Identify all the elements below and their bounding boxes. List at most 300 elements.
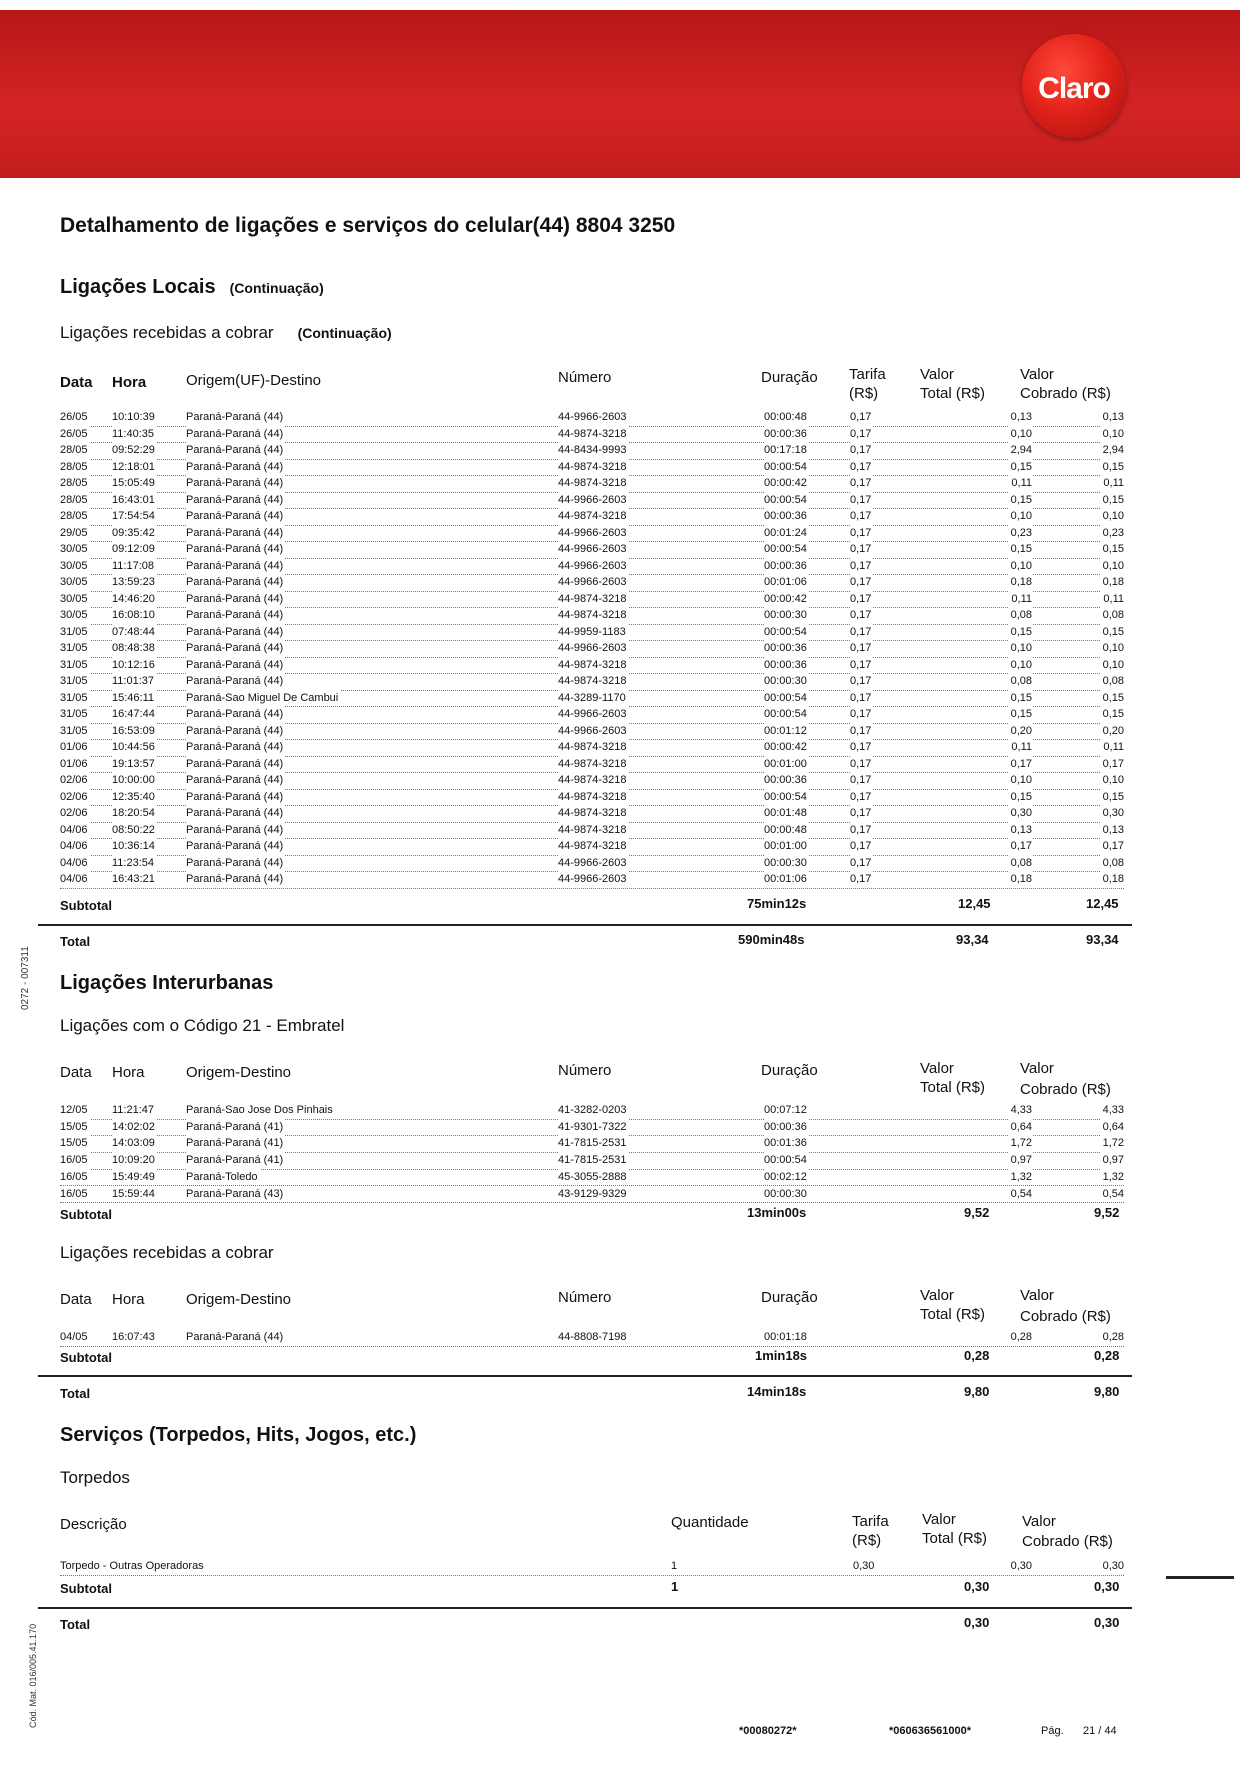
section-title-locais (60, 276, 324, 299)
cell-origem: Paraná-Paraná (44) (186, 822, 285, 839)
cell-duracao: 00:00:30 (764, 607, 809, 624)
cell-numero: 44-9874-3218 (558, 838, 629, 855)
cell-data: 02/06 (60, 789, 90, 806)
cell-cobrado: 0,30 (1101, 1558, 1124, 1575)
table-row (60, 1186, 1124, 1204)
table-row (60, 706, 1124, 724)
cell-data: 31/05 (60, 624, 90, 641)
cell-total: 0,18 (1009, 574, 1032, 591)
cell-origem: Paraná-Paraná (44) (186, 475, 285, 492)
cell-origem: Paraná-Paraná (44) (186, 624, 285, 641)
cell-cobrado: 0,08 (1101, 607, 1124, 624)
servicos-total-label: Total (60, 1617, 91, 1632)
cell-data: 30/05 (60, 574, 90, 591)
servicos-total-total: 0,30 (964, 1615, 990, 1630)
col-hora: Hora (112, 374, 147, 391)
cell-duracao: 00:00:54 (764, 459, 809, 476)
cell-hora: 15:05:49 (112, 475, 157, 492)
cell-total: 1,72 (1009, 1135, 1032, 1152)
cell-duracao: 00:00:54 (764, 541, 809, 558)
cell-numero: 44-9966-2603 (558, 492, 629, 509)
col-total: Valor (922, 1511, 956, 1528)
table-row (60, 508, 1124, 526)
cell-cobrado: 1,32 (1101, 1169, 1124, 1186)
cell-tarifa: 0,17 (850, 657, 873, 674)
cell-data: 12/05 (60, 1102, 90, 1119)
cell-numero: 44-9874-3218 (558, 756, 629, 773)
section-title-servicos: Serviços (Torpedos, Hits, Jogos, etc.) (60, 1424, 417, 1446)
cell-origem: Paraná-Paraná (44) (186, 772, 285, 789)
col-tarifa: Tarifa (849, 366, 886, 383)
cell-cobrado: 0,10 (1101, 640, 1124, 657)
col-cobrado-unit: Cobrado (R$) (1020, 1081, 1111, 1098)
table-row (60, 871, 1124, 889)
embratel-subtotal-total: 9,52 (964, 1205, 990, 1220)
cell-hora: 15:59:44 (112, 1186, 157, 1203)
torpedos-subtotal-total: 0,30 (964, 1579, 990, 1594)
cell-total: 2,94 (1009, 442, 1032, 459)
cell-numero: 44-9966-2603 (558, 558, 629, 575)
cell-cobrado: 0,11 (1101, 475, 1124, 492)
cell-duracao: 00:00:30 (764, 673, 809, 690)
cell-numero: 44-9966-2603 (558, 855, 629, 872)
cell-numero: 44-8434-9993 (558, 442, 629, 459)
subsection-title-locais-text: Ligações recebidas a cobrar (60, 323, 274, 342)
cell-hora: 10:36:14 (112, 838, 157, 855)
table-row (60, 1329, 1124, 1347)
cell-origem: Paraná-Paraná (44) (186, 459, 285, 476)
cell-cobrado: 0,10 (1101, 772, 1124, 789)
recebidas-subtotal-total: 0,28 (964, 1348, 990, 1363)
table-row (60, 1558, 1124, 1576)
section-title-interurbanas: Ligações Interurbanas (60, 972, 274, 994)
table-row (60, 1169, 1124, 1187)
cell-tarifa: 0,17 (850, 426, 873, 443)
interurbanas-total-duracao: 14min18s (747, 1384, 807, 1399)
divider (38, 924, 1132, 926)
cell-numero: 44-9874-3218 (558, 508, 629, 525)
cell-cobrado: 1,72 (1101, 1135, 1124, 1152)
section-title-locais-text: Ligações Locais (60, 276, 216, 298)
cell-cobrado: 0,11 (1101, 739, 1124, 756)
cell-origem: Paraná-Paraná (44) (186, 756, 285, 773)
cell-hora: 17:54:54 (112, 508, 157, 525)
cell-duracao: 00:01:18 (764, 1329, 809, 1346)
col-duracao: Duração (761, 1062, 818, 1079)
col-data: Data (60, 1064, 92, 1081)
cell-numero: 41-7815-2531 (558, 1135, 629, 1152)
table-row (60, 739, 1124, 757)
col-total-unit: Total (R$) (920, 1079, 986, 1096)
cell-data: 04/06 (60, 855, 90, 872)
cell-tarifa: 0,17 (850, 442, 873, 459)
col-total-unit: Total (R$) (922, 1530, 988, 1547)
cell-duracao: 00:00:54 (764, 624, 809, 641)
cell-tarifa: 0,17 (850, 838, 873, 855)
col-cobrado: Valor (1022, 1513, 1056, 1530)
col-origem: Origem-Destino (186, 1291, 292, 1308)
col-hora: Hora (112, 1291, 145, 1308)
cell-tarifa: 0,17 (850, 772, 873, 789)
embratel-subtotal-label: Subtotal (60, 1207, 112, 1222)
cell-origem: Paraná-Paraná (44) (186, 838, 285, 855)
cell-origem: Paraná-Paraná (44) (186, 789, 285, 806)
cell-cobrado: 4,33 (1101, 1102, 1124, 1119)
cell-cobrado: 0,54 (1101, 1186, 1124, 1203)
cell-duracao: 00:00:36 (764, 657, 809, 674)
cell-data: 02/06 (60, 772, 90, 789)
cell-total: 0,15 (1009, 789, 1032, 806)
cell-numero: 41-9301-7322 (558, 1119, 629, 1136)
cell-tarifa: 0,17 (850, 789, 873, 806)
cell-total: 0,15 (1009, 624, 1032, 641)
cell-duracao: 00:01:06 (764, 871, 809, 888)
col-hora: Hora (112, 1064, 145, 1081)
cell-total: 0,28 (1009, 1329, 1032, 1346)
cell-tarifa: 0,17 (850, 706, 873, 723)
col-data: Data (60, 374, 93, 391)
table-row (60, 756, 1124, 774)
cell-origem: Paraná-Paraná (44) (186, 640, 285, 657)
cell-origem: Paraná-Paraná (44) (186, 426, 285, 443)
cell-data: 04/05 (60, 1329, 90, 1346)
cell-origem: Paraná-Paraná (44) (186, 492, 285, 509)
cell-tarifa: 0,17 (850, 409, 873, 426)
cell-duracao: 00:00:54 (764, 492, 809, 509)
cell-hora: 11:17:08 (112, 558, 156, 575)
cell-data: 15/05 (60, 1119, 90, 1136)
cell-data: 30/05 (60, 541, 90, 558)
subsection-title-recebidas: Ligações recebidas a cobrar (60, 1243, 274, 1262)
cell-numero: 44-9874-3218 (558, 789, 629, 806)
cell-data: 04/06 (60, 871, 90, 888)
cell-origem: Paraná-Paraná (44) (186, 607, 285, 624)
cell-total: 0,11 (1009, 475, 1032, 492)
table-row (60, 657, 1124, 675)
cell-numero: 41-7815-2531 (558, 1152, 629, 1169)
table-row (60, 558, 1124, 576)
cell-cobrado: 0,30 (1101, 805, 1124, 822)
locais-subtotal-duracao: 75min12s (747, 896, 807, 911)
table-row (60, 723, 1124, 741)
cell-data: 16/05 (60, 1169, 90, 1186)
col-origem: Origem(UF)-Destino (186, 372, 322, 389)
cell-cobrado: 0,10 (1101, 426, 1124, 443)
table-row (60, 525, 1124, 543)
cell-data: 16/05 (60, 1186, 90, 1203)
cell-duracao: 00:00:30 (764, 1186, 809, 1203)
cell-total: 0,64 (1009, 1119, 1032, 1136)
cell-total: 0,30 (1009, 805, 1032, 822)
footer-page-number: 21 / 44 (1083, 1725, 1117, 1737)
interurbanas-total-cobrado: 9,80 (1094, 1384, 1120, 1399)
cell-hora: 11:23:54 (112, 855, 156, 872)
cell-data: 02/06 (60, 805, 90, 822)
cell-origem: Paraná-Paraná (43) (186, 1186, 285, 1203)
cell-tarifa: 0,17 (850, 591, 873, 608)
side-code-top: 0272 - 007311 (20, 946, 31, 1010)
locais-total-cobrado: 93,34 (1086, 932, 1119, 947)
cell-numero: 44-9874-3218 (558, 591, 629, 608)
cell-cobrado: 0,20 (1101, 723, 1124, 740)
recebidas-subtotal-label: Subtotal (60, 1350, 112, 1365)
cell-data: 16/05 (60, 1152, 90, 1169)
col-cobrado-unit: Cobrado (R$) (1020, 385, 1111, 402)
table-row (60, 409, 1124, 427)
col-duracao: Duração (761, 1289, 818, 1306)
cell-origem: Paraná-Paraná (44) (186, 558, 285, 575)
cell-cobrado: 0,08 (1101, 673, 1124, 690)
col-cobrado: Valor (1020, 1060, 1054, 1077)
cell-duracao: 00:00:30 (764, 855, 809, 872)
cell-origem: Paraná-Paraná (44) (186, 574, 285, 591)
cell-hora: 18:20:54 (112, 805, 157, 822)
cell-numero: 44-9966-2603 (558, 706, 629, 723)
cell-data: 30/05 (60, 558, 90, 575)
cell-hora: 14:03:09 (112, 1135, 157, 1152)
col-duracao: Duração (761, 369, 818, 386)
col-total: Valor (920, 1287, 954, 1304)
cell-cobrado: 0,18 (1101, 574, 1124, 591)
cell-duracao: 00:01:12 (764, 723, 809, 740)
cell-total: 0,23 (1009, 525, 1032, 542)
cell-total: 1,32 (1009, 1169, 1032, 1186)
cell-duracao: 00:01:36 (764, 1135, 809, 1152)
cell-hora: 13:59:23 (112, 574, 157, 591)
cell-hora: 12:35:40 (112, 789, 157, 806)
cell-origem: Paraná-Paraná (44) (186, 409, 285, 426)
cell-hora: 08:48:38 (112, 640, 157, 657)
cell-numero: 44-9966-2603 (558, 640, 629, 657)
cell-tarifa: 0,17 (850, 739, 873, 756)
cell-hora: 16:47:44 (112, 706, 157, 723)
cell-cobrado: 0,15 (1101, 690, 1124, 707)
table-row (60, 772, 1124, 790)
table-row (60, 1119, 1124, 1137)
cell-numero: 44-9874-3218 (558, 475, 629, 492)
cell-hora: 12:18:01 (112, 459, 157, 476)
cell-numero: 44-9966-2603 (558, 723, 629, 740)
cell-origem: Paraná-Paraná (44) (186, 855, 285, 872)
col-descricao: Descrição (60, 1516, 127, 1533)
table-row (60, 607, 1124, 625)
cell-tarifa: 0,17 (850, 459, 873, 476)
col-data: Data (60, 1291, 92, 1308)
cell-cobrado: 0,18 (1101, 871, 1124, 888)
recebidas-subtotal-duracao: 1min18s (755, 1348, 808, 1363)
locais-subtotal-label: Subtotal (60, 898, 112, 913)
table-row (60, 673, 1124, 691)
cell-duracao: 00:00:36 (764, 508, 809, 525)
cell-total: 0,13 (1009, 822, 1032, 839)
cell-hora: 14:02:02 (112, 1119, 157, 1136)
cell-data: 15/05 (60, 1135, 90, 1152)
cell-origem: Paraná-Paraná (44) (186, 525, 285, 542)
cell-total: 0,11 (1009, 591, 1032, 608)
col-numero: Número (558, 1062, 612, 1079)
cell-numero: 44-9874-3218 (558, 673, 629, 690)
cell-duracao: 00:00:42 (764, 739, 809, 756)
locais-total-total: 93,34 (956, 932, 989, 947)
cell-hora: 11:01:37 (112, 673, 156, 690)
cell-tarifa: 0,17 (850, 525, 873, 542)
cell-cobrado: 0,15 (1101, 624, 1124, 641)
cell-duracao: 00:01:00 (764, 838, 809, 855)
cell-data: 26/05 (60, 409, 90, 426)
cell-origem: Paraná-Sao Miguel De Cambui (186, 690, 340, 707)
col-cobrado-unit: Cobrado (R$) (1020, 1308, 1111, 1325)
table-row (60, 591, 1124, 609)
table-row (60, 855, 1124, 873)
cell-tarifa: 0,17 (850, 607, 873, 624)
cell-total: 0,17 (1009, 756, 1032, 773)
cell-data: 26/05 (60, 426, 90, 443)
cell-cobrado: 0,11 (1101, 591, 1124, 608)
cell-tarifa: 0,17 (850, 492, 873, 509)
logo-text: Claro (1038, 72, 1110, 105)
cell-duracao: 00:17:18 (764, 442, 809, 459)
embratel-subtotal-duracao: 13min00s (747, 1205, 807, 1220)
cell-data: 28/05 (60, 459, 90, 476)
subsection-title-embratel: Ligações com o Código 21 - Embratel (60, 1016, 345, 1035)
cell-total: 0,08 (1009, 855, 1032, 872)
cell-duracao: 00:00:48 (764, 409, 809, 426)
cell-numero: 44-9874-3218 (558, 739, 629, 756)
cell-data: 30/05 (60, 607, 90, 624)
cell-data: 31/05 (60, 673, 90, 690)
cell-numero: 44-9959-1183 (558, 624, 628, 641)
cell-numero: 44-9966-2603 (558, 541, 629, 558)
cell-cobrado: 0,10 (1101, 508, 1124, 525)
divider (38, 1375, 1132, 1377)
cell-origem: Paraná-Paraná (41) (186, 1152, 285, 1169)
cell-numero: 44-9874-3218 (558, 657, 629, 674)
locais-subtotal-total: 12,45 (958, 896, 991, 911)
table-row (60, 574, 1124, 592)
col-cobrado: Valor (1020, 1287, 1054, 1304)
cell-tarifa: 0,30 (853, 1558, 876, 1575)
cell-duracao: 00:00:54 (764, 690, 809, 707)
cell-data: 28/05 (60, 475, 90, 492)
col-cobrado: Valor (1020, 366, 1054, 383)
cell-duracao: 00:00:36 (764, 426, 809, 443)
header-top-strip (0, 0, 1240, 10)
cell-origem: Paraná-Paraná (41) (186, 1119, 285, 1136)
cell-origem: Paraná-Paraná (44) (186, 706, 285, 723)
cell-duracao: 00:00:36 (764, 558, 809, 575)
cell-total: 4,33 (1009, 1102, 1032, 1119)
cell-tarifa: 0,17 (850, 640, 873, 657)
cell-total: 0,18 (1009, 871, 1032, 888)
table-row (60, 541, 1124, 559)
cell-cobrado: 0,17 (1101, 838, 1124, 855)
col-tarifa-unit: (R$) (849, 385, 879, 402)
section-title-locais-note: (Continuação) (229, 280, 324, 296)
cell-origem: Paraná-Paraná (44) (186, 591, 285, 608)
cell-hora: 11:40:35 (112, 426, 156, 443)
cell-origem: Paraná-Paraná (44) (186, 657, 285, 674)
cell-duracao: 00:00:54 (764, 789, 809, 806)
cell-hora: 15:49:49 (112, 1169, 157, 1186)
cell-numero: 44-9874-3218 (558, 805, 629, 822)
cell-hora: 16:53:09 (112, 723, 157, 740)
cell-hora: 10:00:00 (112, 772, 157, 789)
servicos-total-cobrado: 0,30 (1094, 1615, 1120, 1630)
cell-cobrado: 0,15 (1101, 789, 1124, 806)
cell-cobrado: 0,10 (1101, 657, 1124, 674)
cell-hora: 16:43:21 (112, 871, 157, 888)
cell-tarifa: 0,17 (850, 723, 873, 740)
locais-total-label: Total (60, 934, 91, 949)
subsection-title-locais-note: (Continuação) (297, 325, 392, 341)
cell-duracao: 00:00:42 (764, 591, 809, 608)
cell-cobrado: 0,13 (1101, 409, 1124, 426)
subsection-title-locais (60, 323, 392, 343)
cell-cobrado: 0,17 (1101, 756, 1124, 773)
col-numero: Número (558, 369, 612, 386)
cell-origem: Paraná-Paraná (44) (186, 723, 285, 740)
cell-total: 0,11 (1009, 739, 1032, 756)
cell-hora: 16:43:01 (112, 492, 157, 509)
cell-duracao: 00:00:36 (764, 640, 809, 657)
cell-tarifa: 0,17 (850, 508, 873, 525)
cell-duracao: 00:01:06 (764, 574, 809, 591)
table-row (60, 690, 1124, 708)
cell-tarifa: 0,17 (850, 855, 873, 872)
side-code-bottom: Cód. Mat. 016/005.41.170 (28, 1623, 38, 1728)
cell-total: 0,08 (1009, 607, 1032, 624)
cell-numero: 43-9129-9329 (558, 1186, 629, 1203)
cell-numero: 44-9874-3218 (558, 822, 629, 839)
cell-origem: Paraná-Paraná (44) (186, 541, 285, 558)
cell-total: 0,30 (1009, 1558, 1032, 1575)
cell-total: 0,10 (1009, 426, 1032, 443)
cell-hora: 09:52:29 (112, 442, 157, 459)
cell-tarifa: 0,17 (850, 673, 873, 690)
table-row (60, 1102, 1124, 1120)
cell-cobrado: 0,64 (1101, 1119, 1124, 1136)
cell-hora: 10:12:16 (112, 657, 157, 674)
col-cobrado-unit: Cobrado (R$) (1022, 1533, 1113, 1550)
cell-tarifa: 0,17 (850, 475, 873, 492)
cell-origem: Paraná-Sao Jose Dos Pinhais (186, 1102, 335, 1119)
cell-total: 0,10 (1009, 640, 1032, 657)
cell-duracao: 00:07:12 (764, 1102, 809, 1119)
cell-quantidade: 1 (671, 1558, 679, 1575)
cell-hora: 19:13:57 (112, 756, 157, 773)
cell-numero: 44-9966-2603 (558, 525, 629, 542)
table-row (60, 1152, 1124, 1170)
cell-total: 0,10 (1009, 657, 1032, 674)
cell-data: 31/05 (60, 723, 90, 740)
torpedos-subtotal-label: Subtotal (60, 1581, 112, 1596)
cell-numero: 45-3055-2888 (558, 1169, 629, 1186)
cell-cobrado: 0,08 (1101, 855, 1124, 872)
cell-duracao: 00:00:36 (764, 772, 809, 789)
cell-total: 0,54 (1009, 1186, 1032, 1203)
cell-data: 31/05 (60, 657, 90, 674)
cell-total: 0,10 (1009, 508, 1032, 525)
cell-hora: 10:09:20 (112, 1152, 157, 1169)
cell-duracao: 00:01:48 (764, 805, 809, 822)
table-row (60, 624, 1124, 642)
locais-subtotal-cobrado: 12,45 (1086, 896, 1119, 911)
cell-total: 0,15 (1009, 690, 1032, 707)
page-title: Detalhamento de ligações e serviços do celular(44) 8804 3250 (60, 214, 676, 237)
cell-duracao: 00:00:54 (764, 1152, 809, 1169)
cell-cobrado: 0,15 (1101, 541, 1124, 558)
footer-page-label: Pág. (1041, 1725, 1064, 1737)
